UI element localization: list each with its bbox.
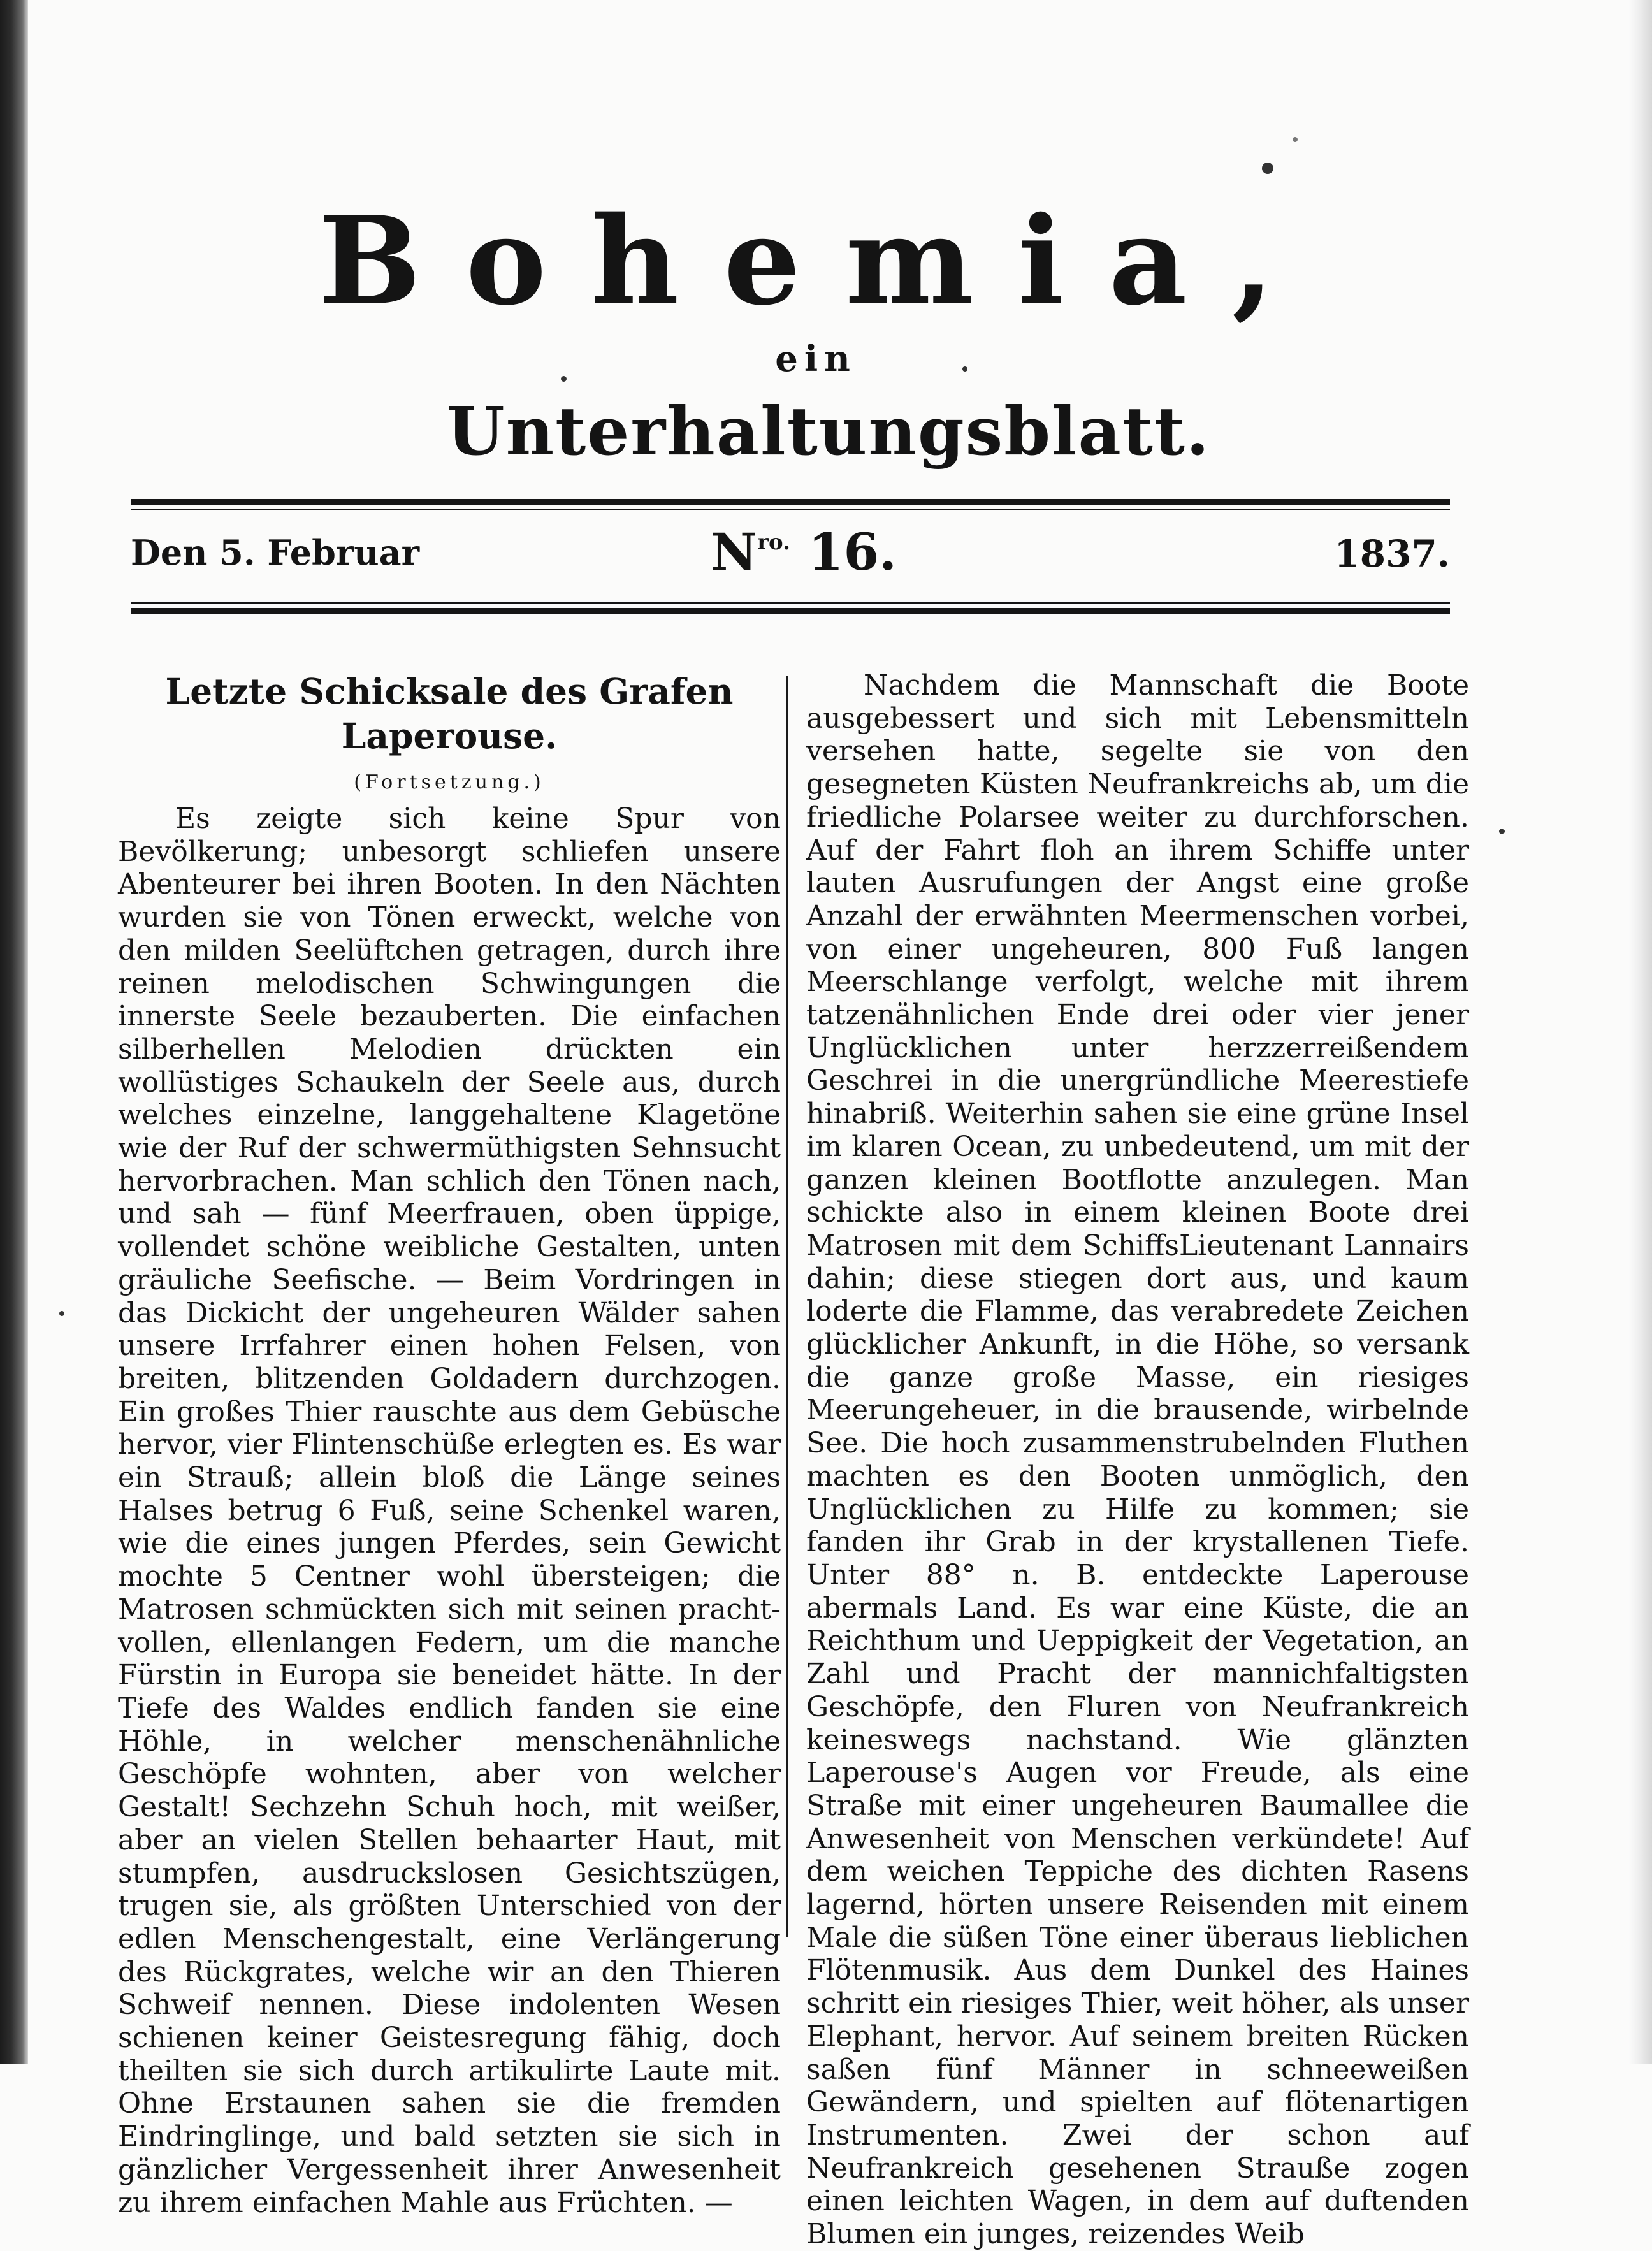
column-divider	[786, 676, 788, 1937]
dateline-rule-thick	[131, 608, 1450, 614]
issue-number-value: 16.	[808, 522, 897, 582]
paper-speck	[561, 376, 567, 382]
masthead-title: Bohemia,	[319, 190, 1319, 332]
issue-number	[711, 522, 897, 582]
paper-speck	[1293, 137, 1298, 142]
paper-speck	[59, 1311, 64, 1316]
issue-abbrev: ro.	[757, 530, 790, 555]
dateline	[131, 522, 1450, 590]
article-title: Letzte Schicksale des Grafen Laperouse.	[165, 670, 734, 756]
dateline-rule-thin	[131, 602, 1450, 604]
issue-prefix: N	[711, 522, 758, 582]
paper-speck	[962, 366, 967, 372]
masthead-rule-thin	[131, 509, 1450, 510]
issue-date: Den 5. Februar	[131, 532, 420, 573]
issue-year: 1837.	[1334, 532, 1450, 575]
right-column	[806, 669, 1469, 2251]
paper-speck	[1262, 163, 1273, 174]
masthead-rule-thick	[131, 499, 1450, 505]
right-column-text: Nachdem die Mannschaft die Boote ausgebessert und sich mit Lebensmitteln versehen hatte, segelte sie von den gesegneten Küsten Neufrankreichs ab, um die friedliche Polarsee weiter zu durchforschen. Auf der Fahrt floh an ihrem Schiffe unter lauten Ausrufungen der Angst eine große Anzahl der erwähnten Meermenschen vorbei, von einer ungeheuren, 800 Fuß langen Meerschlange verfolgt, welche mit ihrem tatzenähnlichen Ende drei oder vier jener Unglücklichen unter herzzerreißendem Geschrei in die unergründliche Meerestiefe hinabriß. Weiterhin sahen sie eine grüne Insel im klaren Ocean, zu unbedeutend, um mit der ganzen kleinen Bootflotte anzulegen. Man schickte also in einem kleinen Boote drei Matrosen mit dem SchiffsLieutenant Lannairs dahin; diese stiegen dort aus, und kaum loderte die Flamme, das verabredete Zeichen glücklicher Ankunft, in die Höhe, so versank die ganze große Masse, ein riesiges Meerungeheuer, in die brausende, wirbelnde See. Die hoch zusammenstrubelnden Fluthen machten es den Booten unmöglich, den Unglücklichen zu Hilfe zu kommen; sie fanden ihr Grab in der krystallenen Tiefe. Unter 88° n. B. entdeckte Laperouse abermals Land. Es war eine Küste, die an Reichthum und Ueppigkeit der Vegetation, an Zahl und Pracht der mannichfaltigsten Geschöpfe, den Fluren von Neufrankreich keineswegs nachstand. Wie glänzten Laperouse's Augen vor Freude, als eine Straße mit einer ungeheuren Baumallee die Anwesenheit von Menschen verkündete! Auf dem weichen Teppiche des dichten Rasens lagernd, hörten unsere Reisenden mit einem Male die süßen Töne einer überaus lieblichen Flötenmusik. Aus dem Dunkel des Haines schritt ein riesiges Thier, weit höher, als unser Elephant, hervor. Auf seinem breiten Rücken saßen fünf Männer in schneeweißen Gewändern, und spielten auf flötenartigen Instrumenten. Zwei der schon auf Neufrankreich gesehenen Strauße zogen einen leichten Wagen, in dem auf duftenden Blumen ein junges, reizendes Weib	[806, 669, 1469, 2251]
masthead-ein: ein	[775, 338, 857, 380]
masthead-subtitle: Unterhaltungsblatt.	[446, 392, 1211, 470]
paper-speck	[1499, 829, 1505, 834]
article-continuation-note: (Fortsetzung.)	[354, 771, 545, 793]
left-column	[118, 669, 781, 2219]
left-column-text: Es zeigte sich keine Spur von Bevölkerung; unbesorgt schliefen unsere Abenteurer bei ihren Booten. In den Nächten wurden sie von Tönen erweckt, welche von den milden Seelüftchen getragen, durch ihre reinen melodischen Schwingungen die innerste Seele bezauberten. Die einfachen silberhellen Melodien drückten ein wollüstiges Schaukeln der Seele aus, durch welches einzelne, langgehaltene Klagetöne wie der Ruf der schwermüthigsten Sehnsucht hervorbrachen. Man schlich den Tönen nach, und sah — fünf Meerfrauen, oben üppige, vollendet schöne weibliche Gestalten, unten gräuliche Seefische. — Beim Vordringen in das Dickicht der ungeheuren Wälder sahen unsere Irrfahrer einen hohen Felsen, von breiten, blitzenden Goldadern durchzogen. Ein großes Thier rauschte aus dem Gebüsche hervor, vier Flintenschüße erlegten es. Es war ein Strauß; allein bloß die Länge seines Halses betrug 6 Fuß, seine Schenkel waren, wie die eines jungen Pferdes, sein Gewicht mochte 5 Centner wohl übersteigen; die Matrosen schmückten sich mit seinen prachtvollen, ellenlangen Federn, um die manche Fürstin in Europa sie beneidet hätte. In der Tiefe des Waldes endlich fanden sie eine Höhle, in welcher menschenähnliche Geschöpfe wohnten, aber von welcher Gestalt! Sechzehn Schuh hoch, mit weißer, aber an vielen Stellen behaarter Haut, mit stumpfen, ausdruckslosen Gesichtszügen, trugen sie, als größten Unterschied von der edlen Menschengestalt, eine Verlängerung des Rückgrates, welche wir an den Thieren Schweif nennen. Diese indolenten Wesen schienen keiner Geistesregung fähig, doch theilten sie sich durch artikulirte Laute mit. Ohne Erstaunen sahen sie die fremden Eindringlinge, und bald setzten sie sich in gänzlicher Vergessenheit ihrer Anwesenheit zu ihrem einfachen Mahle aus Früchten. —	[118, 802, 781, 2219]
page-binding-shadow	[0, 0, 28, 2064]
page-right-margin	[1629, 0, 1652, 2064]
